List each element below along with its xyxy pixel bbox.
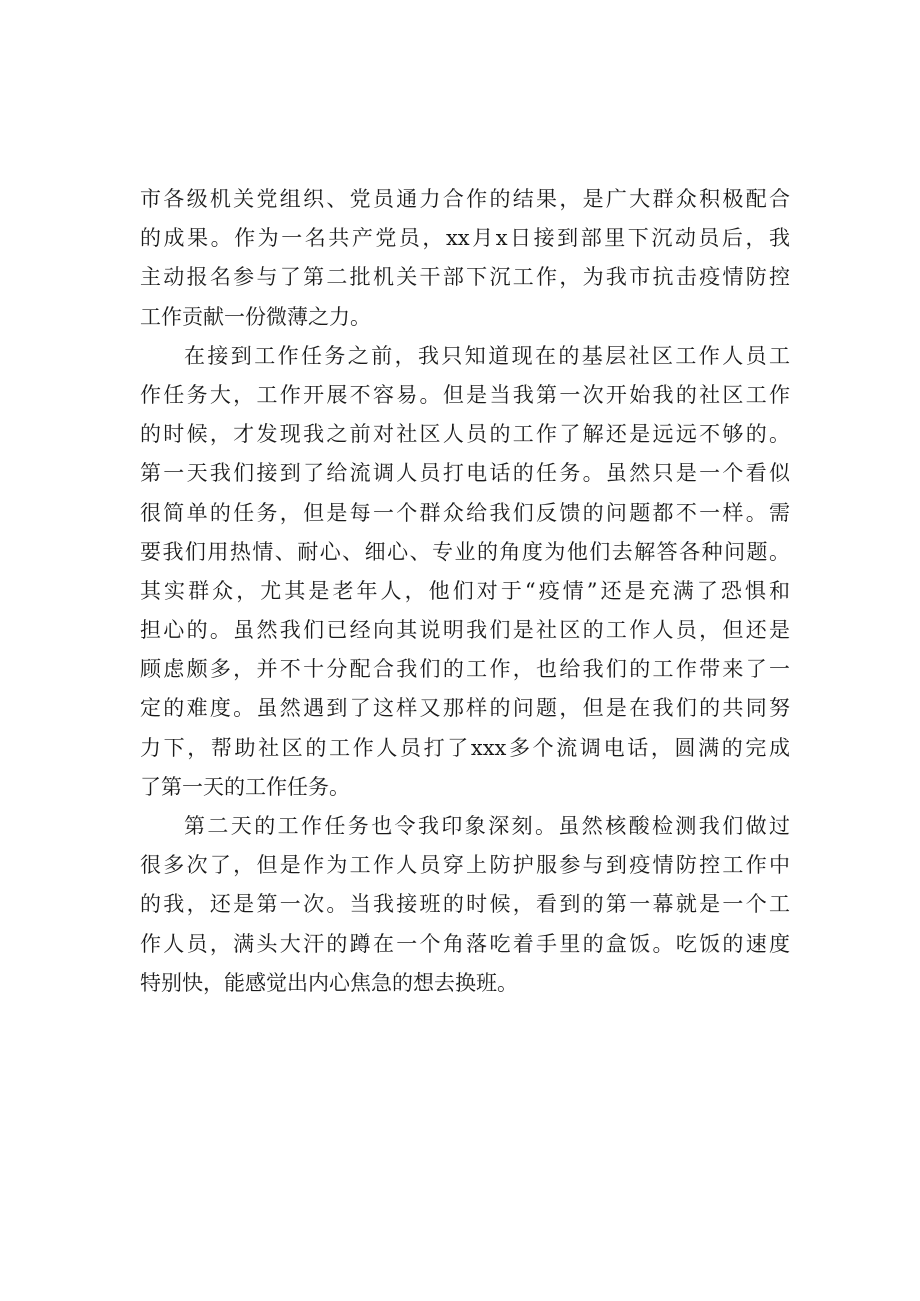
text-line: 在接到工作任务之前，我只知道现在的基层社区工作人员工 [184, 343, 790, 368]
text-line: 很简单的任务，但是每一个群众给我们反馈的问题都不一样。需 [140, 500, 790, 525]
text-line: 顾虑颇多，并不十分配合我们的工作，也给我们的工作带来了一 [140, 657, 790, 682]
text-line: 第一天我们接到了给流调人员打电话的任务。虽然只是一个看似 [140, 461, 790, 486]
text-line: 了第一天的工作任务。 [140, 774, 350, 799]
text-line: 作任务大，工作开展不容易。但是当我第一次开始我的社区工作 [140, 382, 790, 407]
text-line: 担心的。虽然我们已经向其说明我们是社区的工作人员，但还是 [140, 618, 790, 643]
text-line: 力下，帮助社区的工作人员打了xxx多个流调电话，圆满的完成 [140, 735, 790, 760]
text-line: 的时候，才发现我之前对社区人员的工作了解还是远远不够的。 [140, 422, 790, 447]
text-line: 的我，还是第一次。当我接班的时候，看到的第一幕就是一个工 [140, 892, 790, 917]
document-body [140, 180, 790, 1003]
text-line: 特别快，能感觉出内心焦急的想去换班。 [140, 970, 518, 995]
paragraph-3 [140, 807, 790, 1003]
paragraph-2 [140, 337, 790, 807]
text-line: 其实群众，尤其是老年人，他们对于“疫情”还是充满了恐惧和 [140, 578, 790, 603]
text-line: 的成果。作为一名共产党员，xx月x日接到部里下沉动员后，我 [140, 226, 790, 251]
text-line: 作人员，满头大汗的蹲在一个角落吃着手里的盒饭。吃饭的速度 [140, 931, 790, 956]
paragraph-1 [140, 180, 790, 337]
text-line: 要我们用热情、耐心、细心、专业的角度为他们去解答各种问题。 [140, 539, 790, 564]
text-line: 工作贡献一份微薄之力。 [140, 304, 371, 329]
text-line: 主动报名参与了第二批机关干部下沉工作，为我市抗击疫情防控 [140, 265, 790, 290]
text-line: 定的难度。虽然遇到了这样又那样的问题，但是在我们的共同努 [140, 696, 790, 721]
text-line: 市各级机关党组织、党员通力合作的结果，是广大群众积极配合 [140, 187, 790, 211]
text-line: 很多次了，但是作为工作人员穿上防护服参与到疫情防控工作中 [140, 853, 790, 878]
text-line: 第二天的工作任务也令我印象深刻。虽然核酸检测我们做过 [184, 814, 790, 838]
